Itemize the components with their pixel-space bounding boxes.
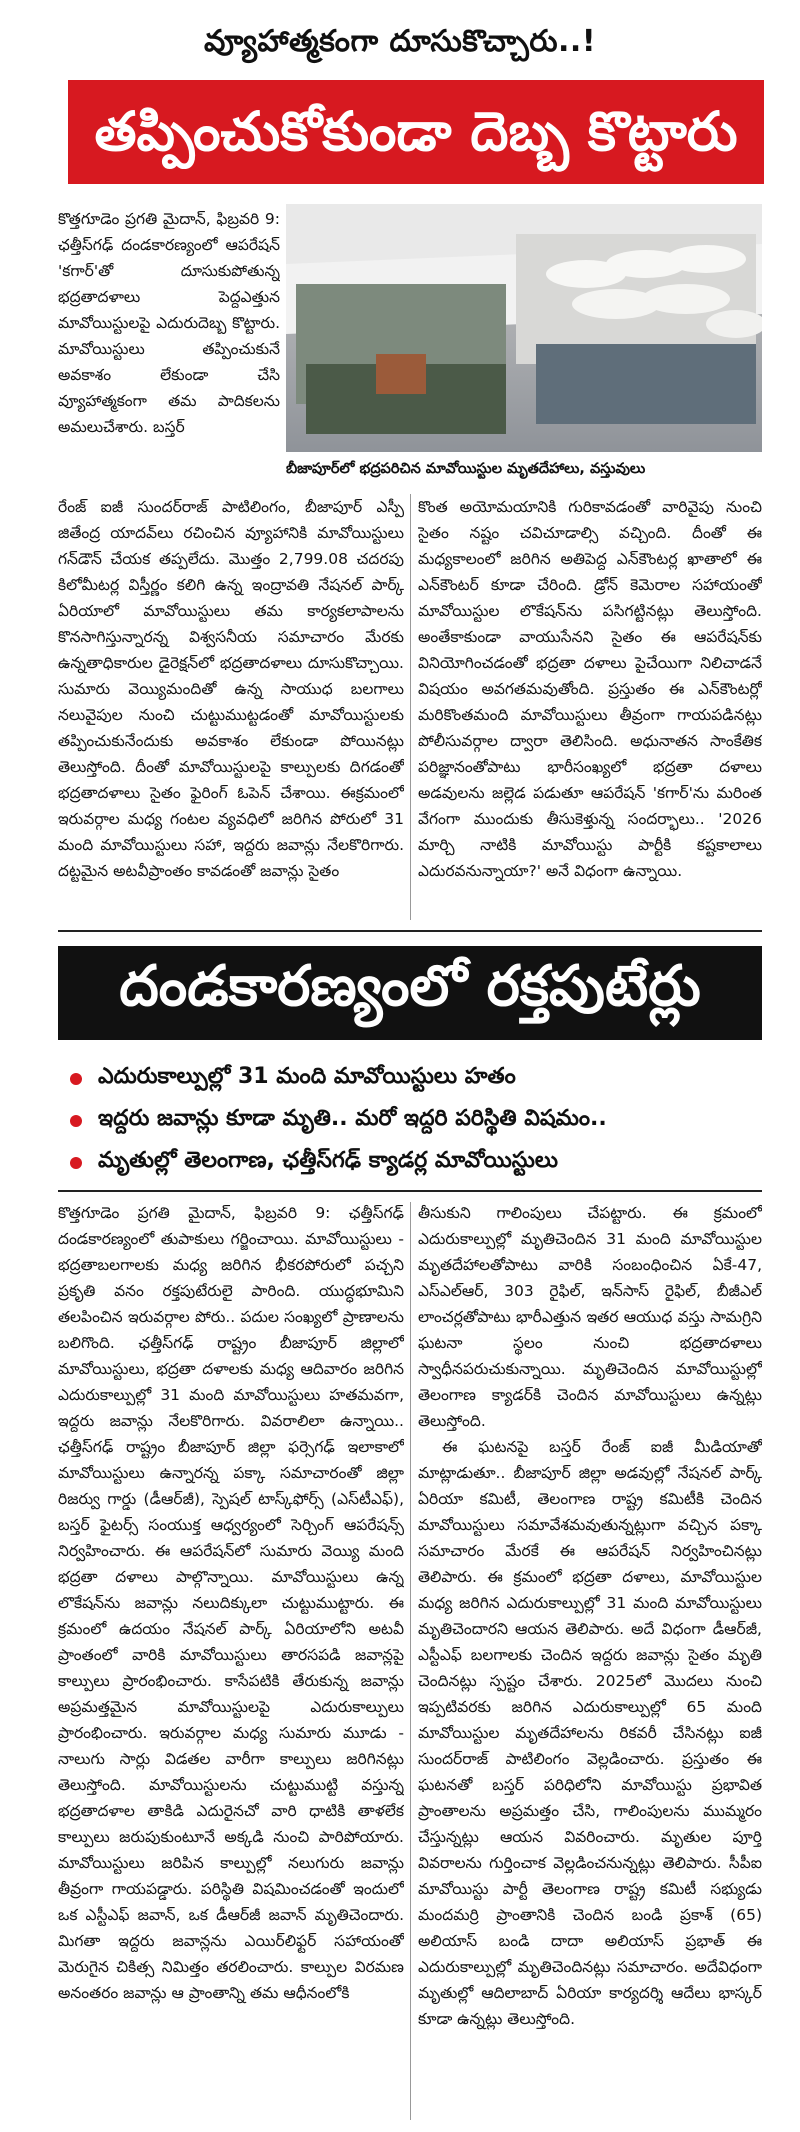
highlight-item [70, 1100, 760, 1142]
column-divider [410, 494, 411, 920]
column-divider [410, 1202, 411, 2120]
photo-caption: బీజాపూర్‌లో భద్రపరిచిన మావోయిస్టుల మృతదేహాలు, వస్తువులు [286, 461, 646, 477]
highlight-text: మృతుల్లో తెలంగాణ, ఛత్తీస్‌గఢ్ క్యాడర్ల మావోయిస్టులు [98, 1148, 559, 1173]
story1-left-text: కొత్తగూడెం ప్రగతి మైదాన్, ఫిబ్రవరి 9: ఛత్తీస్‌గఢ్ దండకారణ్యంలో ఆపరేషన్ 'కగార్'తో దూసుకుపోతున్న భద్రతాదళాలు పెద్దఎత్తున మావోయిస్టులపై ఎదురుదెబ్బ కొట్టారు. మావోయిస్టులు తప్పించుకునే అవకాశం లేకుండా చేసి వ్యూహాత్మకంగా తమ పాదికలను అమలుచేశారు. బస్తర్ [58, 210, 280, 436]
highlight-text: ఎదురుకాల్పుల్లో 31 మంది మావోయిస్టులు హతం [98, 1064, 516, 1089]
bullet-dot-icon [70, 1115, 82, 1127]
highlight-item [70, 1142, 760, 1184]
story1-right-text: కొంత అయోమయానికి గురికావడంతో వారివైపు నుంచి సైతం నష్టం చవిచూడాల్సి వచ్చింది. దీంతో ఈ మధ్యకాలంలో జరిగిన అతిపెద్ద ఎన్‌కౌంటర్ల ఖాతాలో ఈ ఎన్‌కౌంటర్ కూడా చేరింది. డ్రోన్ కెమెరాల సహాయంతో మావోయిస్టుల లొకేషన్‌ను పసిగట్టినట్లు తెలుస్తోంది. అంతేకాకుండా వాయుసేనని సైతం ఈ ఆపరేషన్‌కు వినియోగించడంతో భద్రతా దళాలు పైచేయిగా నిలిచాడనే విషయం అవగతమవుతోంది. ప్రస్తుతం ఈ ఎన్‌కౌంటర్లో మరికొంతమంది మావోయిస్టులు తీవ్రంగా గాయపడినట్లు పోలీసువర్గాల ద్వారా తెలిసింది. అధునాతన సాంకేతిక పరిజ్ఞానంతోపాటు భారీసంఖ్యలో భద్రతా దళాలు అడవులను జల్లెడ పడుతూ ఆపరేషన్ 'కగార్'ను మరింత వేగంగా ముందుకు తీసుకెళ్తున్న సందర్భాలు.. '2026 మార్చి నాటికి మావోయిస్టు పార్టీకి కష్టకాలాలు ఎదురవనున్నాయా?' అనే విధంగా ఉన్నాయి. [418, 498, 762, 880]
story2-left-text: కొత్తగూడెం ప్రగతి మైదాన్, ఫిబ్రవరి 9: ఛత్తీస్‌గఢ్ దండకారణ్యంలో తుపాకులు గర్జించాయి. మావోయిస్టులు - భద్రతాబలగాలకు మధ్య జరిగిన భీకరపోరులో పచ్చని ప్రకృతి వనం రక్తపుటేరులై పారింది. యుద్ధభూమిని తలపించిన ఇరువర్గాల పోరు.. పదుల సంఖ్యలో ప్రాణాలను బలిగొంది. ఛత్తీస్‌గఢ్ రాష్ట్రం బీజాపూర్ జిల్లాలో మావోయిస్టులు, భద్రతా దళాలకు మధ్య ఆదివారం జరిగిన ఎదురుకాల్పుల్లో 31 మంది మావోయిస్టులు హతమవగా, ఇద్దరు జవాన్లు నేలకొరిగారు. వివరాలిలా ఉన్నాయి.. ఛత్తీస్‌గఢ్ రాష్ట్రం బీజాపూర్ జిల్లా ఫర్సెగఢ్ ఇలాకాలో మావోయిస్టులు ఉన్నారన్న పక్కా సమాచారంతో జిల్లా రిజర్వు గార్డు (డీఆర్‌జీ), స్పెషల్ టాస్క్‌ఫోర్స్ (ఎస్‌టీఎఫ్), బస్తర్ ఫైటర్స్ సంయుక్త ఆధ్వర్యంలో సెర్చింగ్ ఆపరేషన్స్ నిర్వహించారు. ఈ ఆపరేషన్‌లో సుమారు వెయ్యి మంది భద్రతా దళాలు పాల్గొన్నాయి. మావోయిస్టులు ఉన్న లొకేషన్‌ను జవాన్లు నలుదిక్కులా చుట్టుముట్టారు. ఈ క్రమంలో ఉదయం నేషనల్ పార్క్ ఏరియాలోని అటవీ ప్రాంతంలో వారికి మావోయిస్టులు తారసపడి జవాన్లపై కాల్పులు ప్రారంభించారు. కాసేపటికి తేరుకున్న జవాన్లు అప్రమత్తమైన మావోయిస్టులపై ఎదురుకాల్పులు ప్రారంభించారు. ఇరువర్గాల మధ్య సుమారు మూడు - నాలుగు సార్లు విడతల వారీగా కాల్పులు జరిగినట్లు తెలుస్తోంది. మావోయిస్టులను చుట్టుముట్టి వస్తున్న భద్రతాదళాల తాకిడి ఎదురైనచో వారి ధాటికి తాళలేక కాల్పులు జరుపుకుంటూనే అక్కడి నుంచి పారిపోయారు. మావోయిస్టులు జరిపిన కాల్పుల్లో నలుగురు జవాన్లు తీవ్రంగా గాయపడ్డారు. పరిస్థితి విషమించడంతో ఇందులో ఒక ఎస్టీఎఫ్ జవాన్, ఒక డీఆర్‌జీ జవాన్ మృతిచెందారు. మిగతా ఇద్దరు జవాన్లను ఎయిర్‌లిఫ్టర్ సహాయంతో మెరుగైన చికిత్స నిమిత్తం తరలించారు. కాల్పుల విరమణ అనంతరం జవాన్లు ఆ ప్రాంతాన్ని తమ ఆధీనంలోకి [58, 1204, 404, 2002]
highlight-item [70, 1058, 760, 1100]
second-headline-banner [58, 946, 762, 1040]
second-headline: దండకారణ్యంలో రక్తపుటేర్లు [119, 953, 701, 1019]
kicker-headline: వ్యూహాత్మకంగా దూసుకొచ్చారు..! [203, 24, 597, 59]
story2-right-text-2: ఈ ఘటనపై బస్తర్ రేంజ్ ఐజీ మీడియాతో మాట్లాడుతూ.. బీజాపూర్ జిల్లా అడవుల్లో నేషనల్ పార్క్ ఏరియా కమిటీ, తెలంగాణ రాష్ట్ర కమిటీకి చెందిన మావోయిస్టులు సమావేశమవుతున్నట్లుగా వచ్చిన పక్కా సమాచారం మేరకే ఈ ఆపరేషన్ నిర్వహించినట్లు తెలిపారు. ఈ క్రమంలో భద్రతా దళాలు, మావోయిస్టుల మధ్య జరిగిన ఎదురుకాల్పుల్లో 31 మంది మావోయిస్టులు మృతిచెందారని ఆయన తెలిపారు. అదే విధంగా డీఆర్‌జీ, ఎస్టీఎఫ్ బలగాలకు చెందిన ఇద్దరు జవాన్లు సైతం మృతి చెందినట్లు స్పష్టం చేశారు. 2025లో మొదలు నుంచి ఇప్పటివరకు జరిగిన ఎదురుకాల్పుల్లో 65 మంది మావోయిస్టుల మృతదేహాలను రికవరీ చేసినట్లు ఐజీ సుందర్‌రాజ్ పాటిలింగం వెల్లడించారు. ప్రస్తుతం ఈ ఘటనతో బస్తర్ పరిధిలోని మావోయిస్టు ప్రభావిత ప్రాంతాలను అప్రమత్తం చేసి, గాలింపులను ముమ్మరం చేస్తున్నట్లు ఆయన వివరించారు. మృతుల పూర్తి వివరాలను గుర్తించాక వెల్లడించనున్నట్లు తెలిపారు. సీపీఐ మావోయిస్టు పార్టీ తెలంగాణ రాష్ట్ర కమిటీ సభ్యుడు మందమర్రి ప్రాంతానికి చెందిన బండి ప్రకాశ్ (65) అలియాస్ బండి దాదా అలియాస్ ప్రభాత్ ఈ ఎదురుకాల్పుల్లో మృతిచెందినట్లు సమాచారం. అదేవిధంగా మృతుల్లో ఆదిలాబాద్ ఏరియా కార్యదర్శి ఆదేలు భాస్కర్ కూడా ఉన్నట్లు తెలుస్తోంది. [418, 1438, 762, 2028]
main-headline: తప్పించుకోకుండా దెబ్బ కొట్టారు [94, 100, 738, 163]
news-photo [286, 204, 762, 452]
story1-left-column [58, 206, 280, 492]
story1-mid-text: రేంజ్ ఐజీ సుందర్‌రాజ్ పాటిలింగం, బీజాపూర్ ఎస్పీ జితేంద్ర యాదవ్‌లు రచించిన వ్యూహానికి మావోయిస్టులు గన్‌డౌన్ చేయక తప్పలేదు. మొత్తం 2,799.08 చదరపు కిలోమీటర్ల విస్తీర్ణం కలిగి ఉన్న ఇంద్రావతి నేషనల్ పార్క్ ఏరియాలో మావోయిస్టులు తమ కార్యకలాపాలను కొనసాగిస్తున్నారన్న విశ్వసనీయ సమాచారం మేరకు ఉన్నతాధికారుల డైరెక్షన్‌లో భద్రతాదళాలు దూసుకొచ్చాయి. సుమారు వెయ్యిమందితో ఉన్న సాయుధ బలగాలు నలువైపుల నుంచి చుట్టుముట్టడంతో మావోయిస్టులకు తప్పించుకునేందుకు అవకాశం లేకుండా పోయినట్లు తెలుస్తోంది. దీంతో మావోయిస్టులపై కాల్పులకు దిగడంతో భద్రతాదళాలు సైతం ఫైరింగ్ ఓపెన్ చేశాయి. ఈక్రమంలో ఇరువర్గాల మధ్య గంటల వ్యవధిలో జరిగిన పోరులో 31 మంది మావోయిస్టులు సహా, ఇద్దరు జవాన్లు నేలకొరిగారు. దట్టమైన అటవీప్రాంతం కావడంతో జవాన్లు సైతం [58, 498, 404, 880]
section-divider [58, 930, 762, 932]
main-headline-banner [68, 80, 764, 184]
photo-illustration [286, 204, 762, 452]
highlights-list [70, 1058, 760, 1184]
story2-right-text-1: తీసుకుని గాలింపులు చేపట్టారు. ఈ క్రమంలో ఎదురుకాల్పుల్లో మృతిచెందిన 31 మంది మావోయిస్టుల మృతదేహాలతోపాటు వారికి సంబంధించిన ఏకే-47, ఎస్ఎల్ఆర్, 303 రైఫిల్, ఇన్‌సాస్ రైఫిల్, బీజీఎల్ లాంచర్లతోపాటు భారీఎత్తున ఇతర ఆయుధ వస్తు సామగ్రిని ఘటనా స్థలం నుంచి భద్రతాదళాలు స్వాధీనపరుచుకున్నాయి. మృతిచెందిన మావోయిస్టుల్లో తెలంగాణ క్యాడర్‌కి చెందిన మావోయిస్టులు ఉన్నట్లు తెలుస్తోంది. [418, 1204, 762, 1430]
story2-left-column [58, 1200, 404, 2124]
highlight-text: ఇద్దరు జవాన్లు కూడా మృతి.. మరో ఇద్దరి పరిస్థితి విషమం.. [98, 1106, 607, 1131]
story1-right-column [418, 494, 762, 924]
bullet-dot-icon [70, 1073, 82, 1085]
story2-right-column [418, 1200, 762, 2124]
bullet-dot-icon [70, 1157, 82, 1169]
section-divider [58, 1190, 762, 1192]
story1-middle-column [58, 494, 404, 924]
